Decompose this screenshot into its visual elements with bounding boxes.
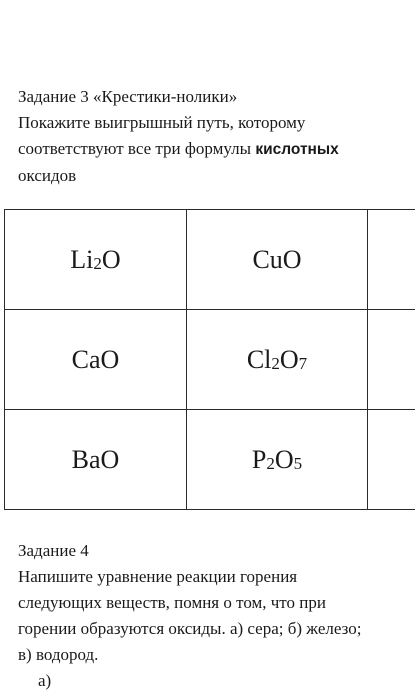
task3-line1: Покажите выигрышный путь, которому [18,113,306,132]
grid-cell-r3-c3 [367,409,415,510]
task4-line4: в) водород. [18,645,99,664]
formula [70,245,120,275]
formula-symbol: O [274,444,294,474]
grid-cell-r3-c1 [4,409,186,510]
task3-title: Задание 3 «Крестики-нолики» [18,87,238,106]
formula [72,445,120,475]
formula-index: 7 [298,353,308,373]
formula-symbol: P [251,444,267,474]
task3-line2-prefix: соответствуют все три формулы [18,139,256,158]
formula-index: 2 [271,353,280,373]
grid-cell-r1-c1 [4,209,186,309]
formula [252,445,302,475]
task3-line3: оксидов [18,166,77,185]
formula-symbol: Cl [246,344,272,374]
grid-cell-r2-c2 [186,309,367,409]
formula-symbol: Li [70,244,94,274]
formula-index: 5 [293,453,303,473]
formula [72,345,120,375]
task4-line3: горении образуются оксиды. а) сера; б) железо; [18,619,362,638]
grid-cell-r2-c1 [4,309,186,409]
formula [247,345,307,375]
formula-symbol: O [279,344,299,374]
formula-index: 2 [93,253,102,273]
formula-symbol: BaO [71,444,120,474]
formula-symbol: CuO [252,244,302,274]
task4-title: Задание 4 [18,541,89,560]
task3-bold-word: кислотных [255,141,339,158]
grid-cell-r1-c3 [367,209,415,309]
formula-symbol: O [101,244,121,274]
formula-index: 2 [266,453,275,473]
task4-block [18,538,361,694]
task4-line5: а) [38,671,52,690]
formula [252,245,301,275]
task3-line2 [18,136,339,163]
task3-block [18,84,339,189]
grid-cell-r1-c2 [186,209,367,309]
tic-tac-toe-grid [4,209,415,510]
task4-line2: следующих веществ, помня о том, что при [18,593,326,612]
grid-cell-r2-c3 [367,309,415,409]
grid-cell-r3-c2 [186,409,367,510]
formula-symbol: CaO [71,344,120,374]
task4-line1: Напишите уравнение реакции горения [18,567,298,586]
